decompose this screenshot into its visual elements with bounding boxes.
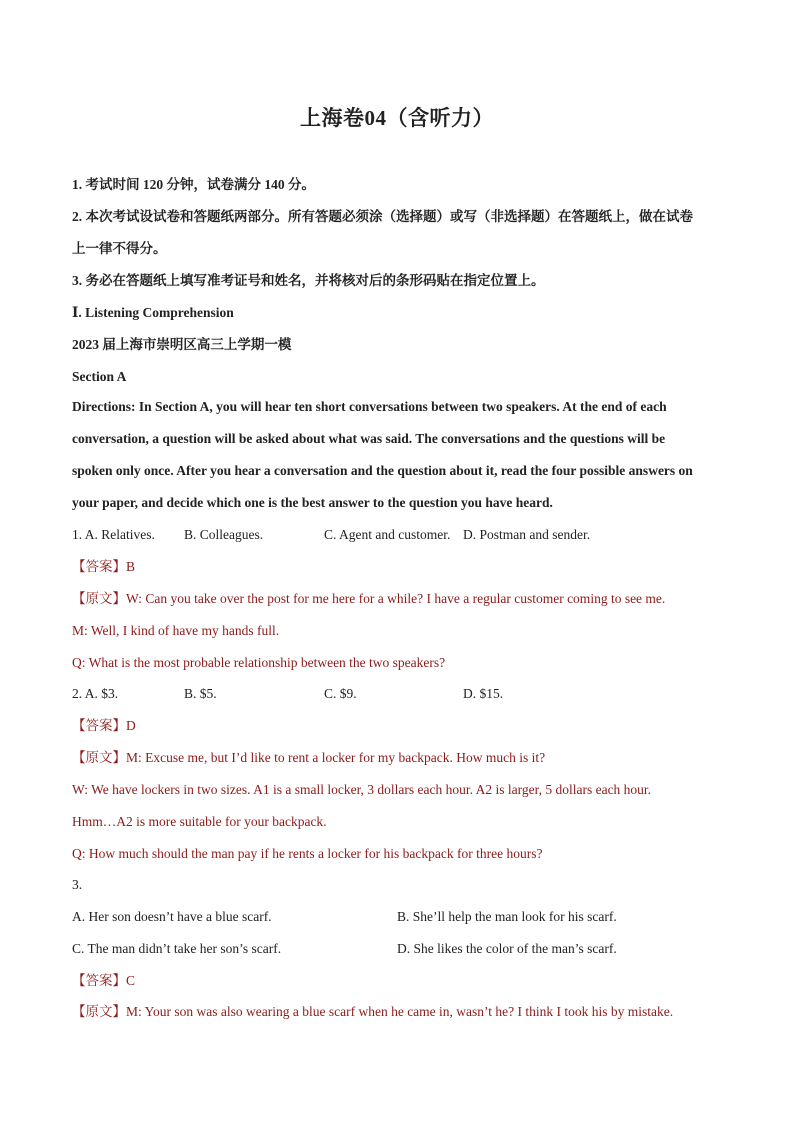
- answer-value: B: [126, 559, 136, 574]
- q3-option-a: A. Her son doesn’t have a blue scarf.: [72, 909, 272, 924]
- q2-option-a: 2. A. $3.: [72, 686, 119, 701]
- note-2: 2. 本次考试设试卷和答题纸两部分。所有答题必须涂（选择题）或写（非选择题）在答题纸上，做在试卷: [72, 209, 693, 224]
- q3-option-b: B. She’ll help the man look for his scarf.: [397, 909, 617, 924]
- answer-tag: 【答案】: [72, 559, 126, 574]
- script-tag: 【原文】: [72, 750, 126, 765]
- section-heading: Ⅰ. Listening Comprehension: [72, 305, 234, 320]
- q1-option-b: B. Colleagues.: [184, 527, 264, 542]
- q3-number: 3.: [72, 877, 83, 892]
- q3-answer: [72, 972, 135, 990]
- q1-option-d: D. Postman and sender.: [463, 527, 591, 542]
- q3-option-c: C. The man didn’t take her son’s scarf.: [72, 941, 282, 956]
- script-tag: 【原文】: [72, 1004, 126, 1019]
- answer-value: D: [126, 718, 136, 733]
- script-tag: 【原文】: [72, 591, 126, 606]
- q2-option-d: D. $15.: [463, 686, 504, 701]
- q2-option-c: C. $9.: [324, 686, 357, 701]
- answer-tag: 【答案】: [72, 718, 126, 733]
- q1-script-line-2: M: Well, I kind of have my hands full.: [72, 623, 280, 638]
- q1-option-c: C. Agent and customer.: [324, 527, 451, 542]
- answer-value: C: [126, 973, 136, 988]
- directions-line-2: conversation, a question will be asked about what was said. The conversations and the questions will be: [72, 431, 666, 446]
- exam-source: 2023 届上海市崇明区高三上学期一模: [72, 337, 292, 352]
- page-title: 上海卷04（含听力）: [300, 106, 494, 130]
- q1-script-line-1: 【原文】W: Can you take over the post for me here for a while? I have a regular customer coming to see me.: [72, 591, 666, 606]
- q3-script-line-1: 【原文】M: Your son was also wearing a blue scarf when he came in, wasn’t he? I think I took his by mistake.: [72, 1004, 674, 1019]
- q1-answer: [72, 558, 135, 576]
- note-3: 3. 务必在答题纸上填写准考证号和姓名，并将核对后的条形码贴在指定位置上。: [72, 273, 545, 288]
- q2-answer: [72, 717, 136, 735]
- q2-option-b: B. $5.: [184, 686, 217, 701]
- directions-line-1: Directions: In Section A, you will hear ten short conversations between two speakers. At the end of each: [72, 399, 667, 414]
- q2-script-line-3: Hmm…A2 is more suitable for your backpack.: [72, 814, 327, 829]
- directions-line-4: your paper, and decide which one is the best answer to the question you have heard.: [72, 495, 553, 510]
- note-2-continued: 上一律不得分。: [72, 241, 167, 256]
- note-1: 1. 考试时间 120 分钟，试卷满分 140 分。: [72, 177, 315, 192]
- q1-option-a: 1. A. Relatives.: [72, 527, 155, 542]
- q2-script-line-2: W: We have lockers in two sizes. A1 is a small locker, 3 dollars each hour. A2 is larger, 5 dollars each hour.: [72, 782, 652, 797]
- directions-line-3: spoken only once. After you hear a conversation and the question about it, read the four possible answers on: [72, 463, 693, 478]
- q1-script-question: Q: What is the most probable relationship between the two speakers?: [72, 655, 446, 670]
- section-a-heading: Section A: [72, 369, 127, 384]
- directions: [72, 391, 724, 519]
- q3-option-d: D. She likes the color of the man’s scarf.: [397, 941, 617, 956]
- answer-tag: 【答案】: [72, 973, 126, 988]
- q2-script-question: Q: How much should the man pay if he rents a locker for his backpack for three hours?: [72, 846, 543, 861]
- q2-script-line-1: 【原文】M: Excuse me, but I’d like to rent a locker for my backpack. How much is it?: [72, 750, 546, 765]
